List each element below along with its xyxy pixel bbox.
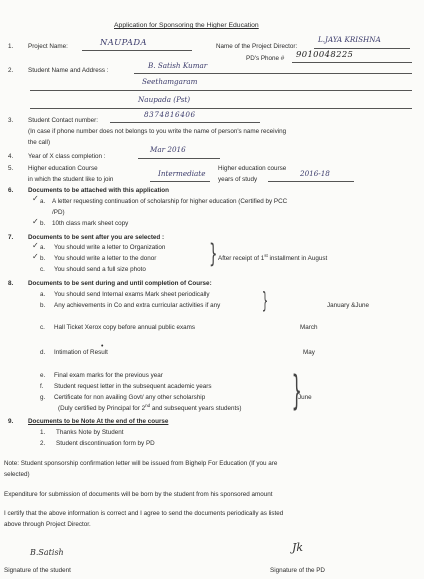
section7-c-text: You should send a full size photo <box>54 266 146 273</box>
section8-g-text-1: Certificate for non availing Govt/ any other scholarship <box>54 394 206 401</box>
section6-a-text: A letter requesting continuation of scholarship for higher education (Certified by PCC <box>52 198 288 205</box>
section7-a-bullet: a. <box>40 244 46 251</box>
section7-side-note: After receipt of 1st installment in August <box>218 252 328 262</box>
section9-item-2: Student discontinuation form by PD <box>56 440 155 447</box>
section8-d-text: Intimation of Result <box>54 349 108 356</box>
section6-title: Documents to be attached with this application <box>28 187 169 194</box>
item-number-9: 9. <box>8 418 14 425</box>
section7-a-text: You should write a letter to Organization <box>54 244 166 251</box>
years-value: 2016-18 <box>300 169 330 178</box>
certify-line-1: I certify that the above information is correct and I agree to send the documents periodically as listed <box>4 510 284 517</box>
section8-b-when: January &June <box>327 302 370 309</box>
student-address-line2: Naupada (Pst) <box>138 95 191 104</box>
contact-note-1: (In case if phone number does not belongs to you write the name of person's name receiving <box>28 128 287 135</box>
check-mark-6a: ✓ <box>32 194 39 203</box>
course-label-1: Higher education Course <box>28 165 98 172</box>
student-address-line1: Seethamgaram <box>142 77 198 86</box>
section7-title: Documents to be sent after you are selected : <box>28 234 165 241</box>
check-mark-7a: ✓ <box>32 241 39 250</box>
certify-line-2: above through Project Director. <box>4 521 91 528</box>
section8-f-text: Student request letter in the subsequent academic years <box>54 383 212 390</box>
section8-g-bullet: g. <box>40 394 46 401</box>
pd-signature: Jk <box>292 541 304 554</box>
item-number-8: 8. <box>8 280 14 287</box>
contact-value: 8374816406 <box>144 110 196 119</box>
project-name-value: NAUPADA <box>100 37 147 47</box>
section8-e-bullet: e. <box>40 372 46 379</box>
student-signature-label: Signature of the student <box>4 567 71 574</box>
x-class-value: Mar 2016 <box>150 145 186 154</box>
section9-item-1: Thanks Note by Student <box>56 429 124 436</box>
section8-c-when: March <box>300 324 318 331</box>
section8-e-text: Final exam marks for the previous year <box>54 372 163 379</box>
years-line <box>268 181 354 182</box>
contact-note-2: the call) <box>28 139 51 146</box>
item-number-2: 2. <box>8 67 14 74</box>
section7-c-bullet: c. <box>40 266 45 273</box>
check-mark-6b: ✓ <box>32 217 39 226</box>
section8-b-bullet: b. <box>40 302 46 309</box>
section8-d-bullet: d. <box>40 349 46 356</box>
section6-a-bullet: a. <box>40 198 46 205</box>
director-label: Name of the Project Director: <box>216 43 298 50</box>
section7-b-text: You should write a letter to the donor <box>54 255 157 262</box>
dot-mark: • <box>101 343 104 350</box>
item-number-4: 4. <box>8 153 14 160</box>
section8-g-text-2: (Duly certified by Principal for 2nd and subsequent years students) <box>58 402 242 412</box>
brace-8efg: } <box>291 368 302 414</box>
note-line-2: selected) <box>4 471 30 478</box>
student-name-line <box>134 73 412 74</box>
course-value: Intermediate <box>158 169 206 178</box>
student-name-label: Student Name and Address : <box>28 67 109 74</box>
course-line <box>150 181 210 182</box>
note-line-1: Note: Student sponsorship confirmation letter will be issued from Bighelp For Education (If you are <box>4 460 278 467</box>
item-number-1: 1. <box>8 43 14 50</box>
check-mark-7b: ✓ <box>32 252 39 261</box>
item-number-7: 7. <box>8 234 14 241</box>
section8-b-text: Any achievements in Co and extra curricular activities if any <box>54 302 221 309</box>
section9-1-bullet: 1. <box>40 429 46 436</box>
pd-signature-label: Signature of the PD <box>270 567 325 574</box>
x-class-line <box>138 158 220 159</box>
years-label-2: years of study <box>218 176 258 183</box>
pd-phone-line <box>292 62 412 63</box>
years-label-1: Higher education course <box>218 165 287 172</box>
form-title: Application for Sponsoring the Higher Education <box>114 22 259 29</box>
section9-title: Documents to be Note At the end of the course <box>28 418 169 425</box>
student-name-value: B. Satish Kumar <box>148 61 208 70</box>
course-label-2: in which the student like to join <box>28 176 114 183</box>
section8-a-bullet: a. <box>40 291 46 298</box>
contact-label: Student Contact number: <box>28 117 99 124</box>
pd-phone-value: 9010048225 <box>296 49 354 59</box>
item-number-6: 6. <box>8 187 14 194</box>
contact-line <box>110 122 260 123</box>
student-signature: B.Satish <box>30 548 64 557</box>
item-number-5: 5. <box>8 165 14 172</box>
project-name-line <box>82 50 192 51</box>
section8-f-bullet: f. <box>40 383 44 390</box>
brace-8ab: } <box>261 289 269 314</box>
section6-b-bullet: b. <box>40 220 46 227</box>
section8-a-text: You should send Internal exams Mark sheet periodically <box>54 291 210 298</box>
section7-b-bullet: b. <box>40 255 46 262</box>
section8-c-bullet: c. <box>40 324 45 331</box>
director-value: L.JAYA KRISHNA <box>318 35 381 44</box>
section8-efg-when: June <box>298 394 312 401</box>
section8-title: Documents to be sent during and until completion of Course: <box>28 280 212 287</box>
x-class-label: Year of X class completion : <box>28 153 106 160</box>
pd-phone-label: PD's Phone # <box>246 55 285 62</box>
expenditure-note: Expenditure for submission of documents will be born by the student from his sponsored amount <box>4 491 273 498</box>
section8-c-text: Hall Ticket Xerox copy before annual public exams <box>54 324 196 331</box>
item-number-3: 3. <box>8 117 14 124</box>
section8-d-when: May <box>303 349 315 356</box>
section9-2-bullet: 2. <box>40 440 46 447</box>
section6-b-text: 10th class mark sheet copy <box>52 220 129 227</box>
section6-a-text-cont: /PD) <box>52 209 65 216</box>
address-line-2 <box>30 108 412 109</box>
project-name-label: Project Name: <box>28 43 68 50</box>
brace-7: } <box>209 239 218 269</box>
address-line-1 <box>30 90 412 91</box>
